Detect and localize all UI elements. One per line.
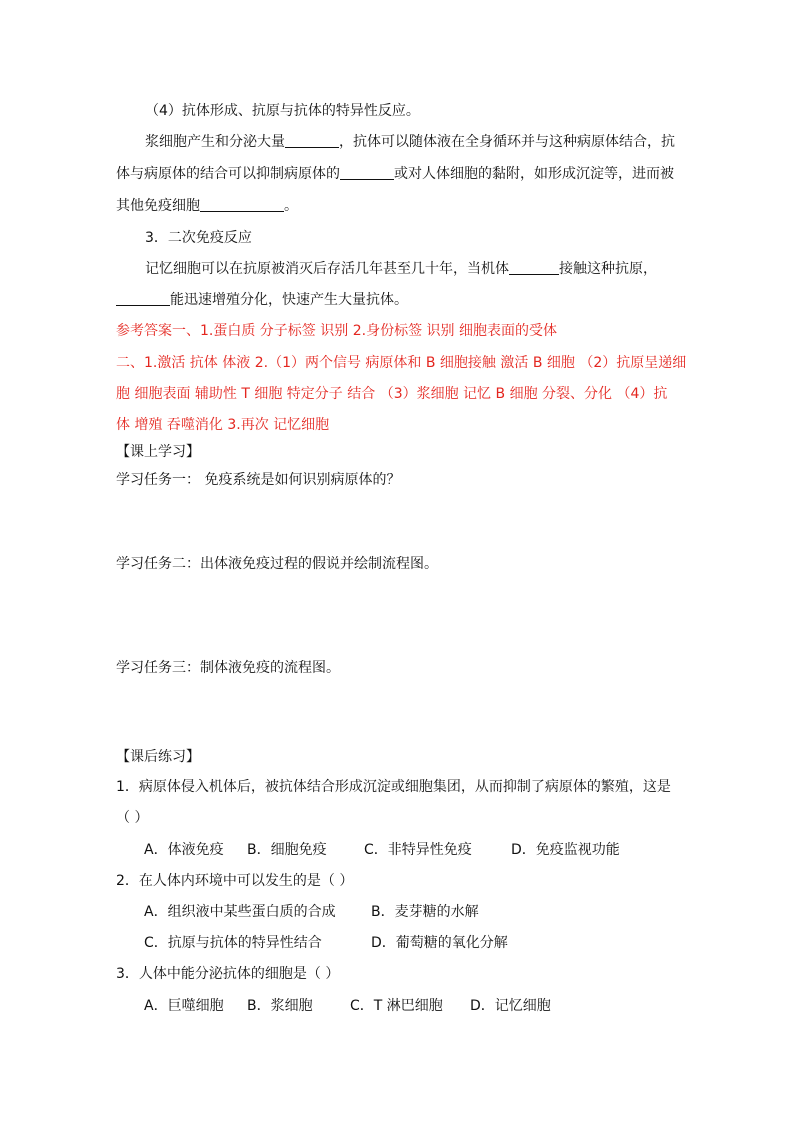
option-c: C．非特异性免疫 [364,842,472,858]
after-class-title: 【课后练习】 [116,749,200,765]
question-2-options-row2 [144,934,508,952]
question-1-bracket: （ ） [116,810,149,826]
section4-paragraph-line1: 浆细胞产生和分泌大量 ，抗体可以随体液在全身循环并与这种病原体结合，抗 [145,134,675,150]
answer-blank [285,133,339,148]
answer-key-line2: 二、1.激活 抗体 体液 2.（1）两个信号 病原体和 B 细胞接触 激活 B 细胞 （2）抗原呈递细 [116,355,687,371]
question-2-options-row1 [144,903,479,921]
learning-task-2: 学习任务二：出体液免疫过程的假说并绘制流程图。 [116,556,438,572]
answer-blank [200,197,284,212]
question-2: 2．在人体内环境中可以发生的是（ ） [116,873,354,889]
answer-key-line1: 参考答案一、1.蛋白质 分子标签 识别 2.身份标签 识别 细胞表面的受体 [116,323,557,339]
answer-key-line4: 体 增殖 吞噬消化 3.再次 记忆细胞 [116,417,330,433]
option-d: D．免疫监视功能 [511,842,620,858]
answer-blank [116,291,170,306]
section3-paragraph-line2: 能迅速增殖分化，快速产生大量抗体。 [116,291,408,309]
option-a: A．巨噬细胞 [144,998,224,1014]
section4-paragraph-line3: 其他免疫细胞 。 [116,198,298,214]
section3-heading: 3．二次免疫反应 [145,230,252,246]
option-a: A．组织液中某些蛋白质的合成 [144,904,336,920]
section3-paragraph-line1: 记忆细胞可以在抗原被消灭后存活几年甚至几十年，当机体 接触这种抗原， [145,261,657,277]
option-c: C．抗原与抗体的特异性结合 [144,935,322,951]
class-learning-title: 【课上学习】 [116,444,200,460]
question-1-options [144,841,620,859]
question-3-options [144,997,551,1015]
answer-blank [509,260,559,275]
option-b: B．麦芽糖的水解 [371,904,479,920]
option-d: D．记忆细胞 [470,998,551,1014]
option-b: B．细胞免疫 [247,842,327,858]
learning-task-3: 学习任务三：制体液免疫的流程图。 [116,660,340,676]
answer-blank [340,165,394,180]
question-3: 3．人体中能分泌抗体的细胞是（ ） [116,966,340,982]
option-d: D．葡萄糖的氧化分解 [371,935,508,951]
option-a: A．体液免疫 [144,842,224,858]
section4-paragraph-line2: 体与病原体的结合可以抑制病原体的 或对人体细胞的黏附，如形成沉淀等，进而被 [116,166,674,182]
option-c: C．T 淋巴细胞 [350,998,443,1014]
answer-key-line3: 胞 细胞表面 辅助性 T 细胞 特定分子 结合 （3）浆细胞 记忆 B 细胞 分裂、分化 （4）抗 [116,386,668,402]
option-b: B．浆细胞 [247,998,313,1014]
question-1: 1．病原体侵入机体后，被抗体结合形成沉淀或细胞集团，从而抑制了病原体的繁殖，这是 [116,779,671,795]
section4-heading: （4）抗体形成、抗原与抗体的特异性反应。 [145,103,420,119]
learning-task-1: 学习任务一： 免疫系统是如何识别病原体的？ [116,472,401,488]
